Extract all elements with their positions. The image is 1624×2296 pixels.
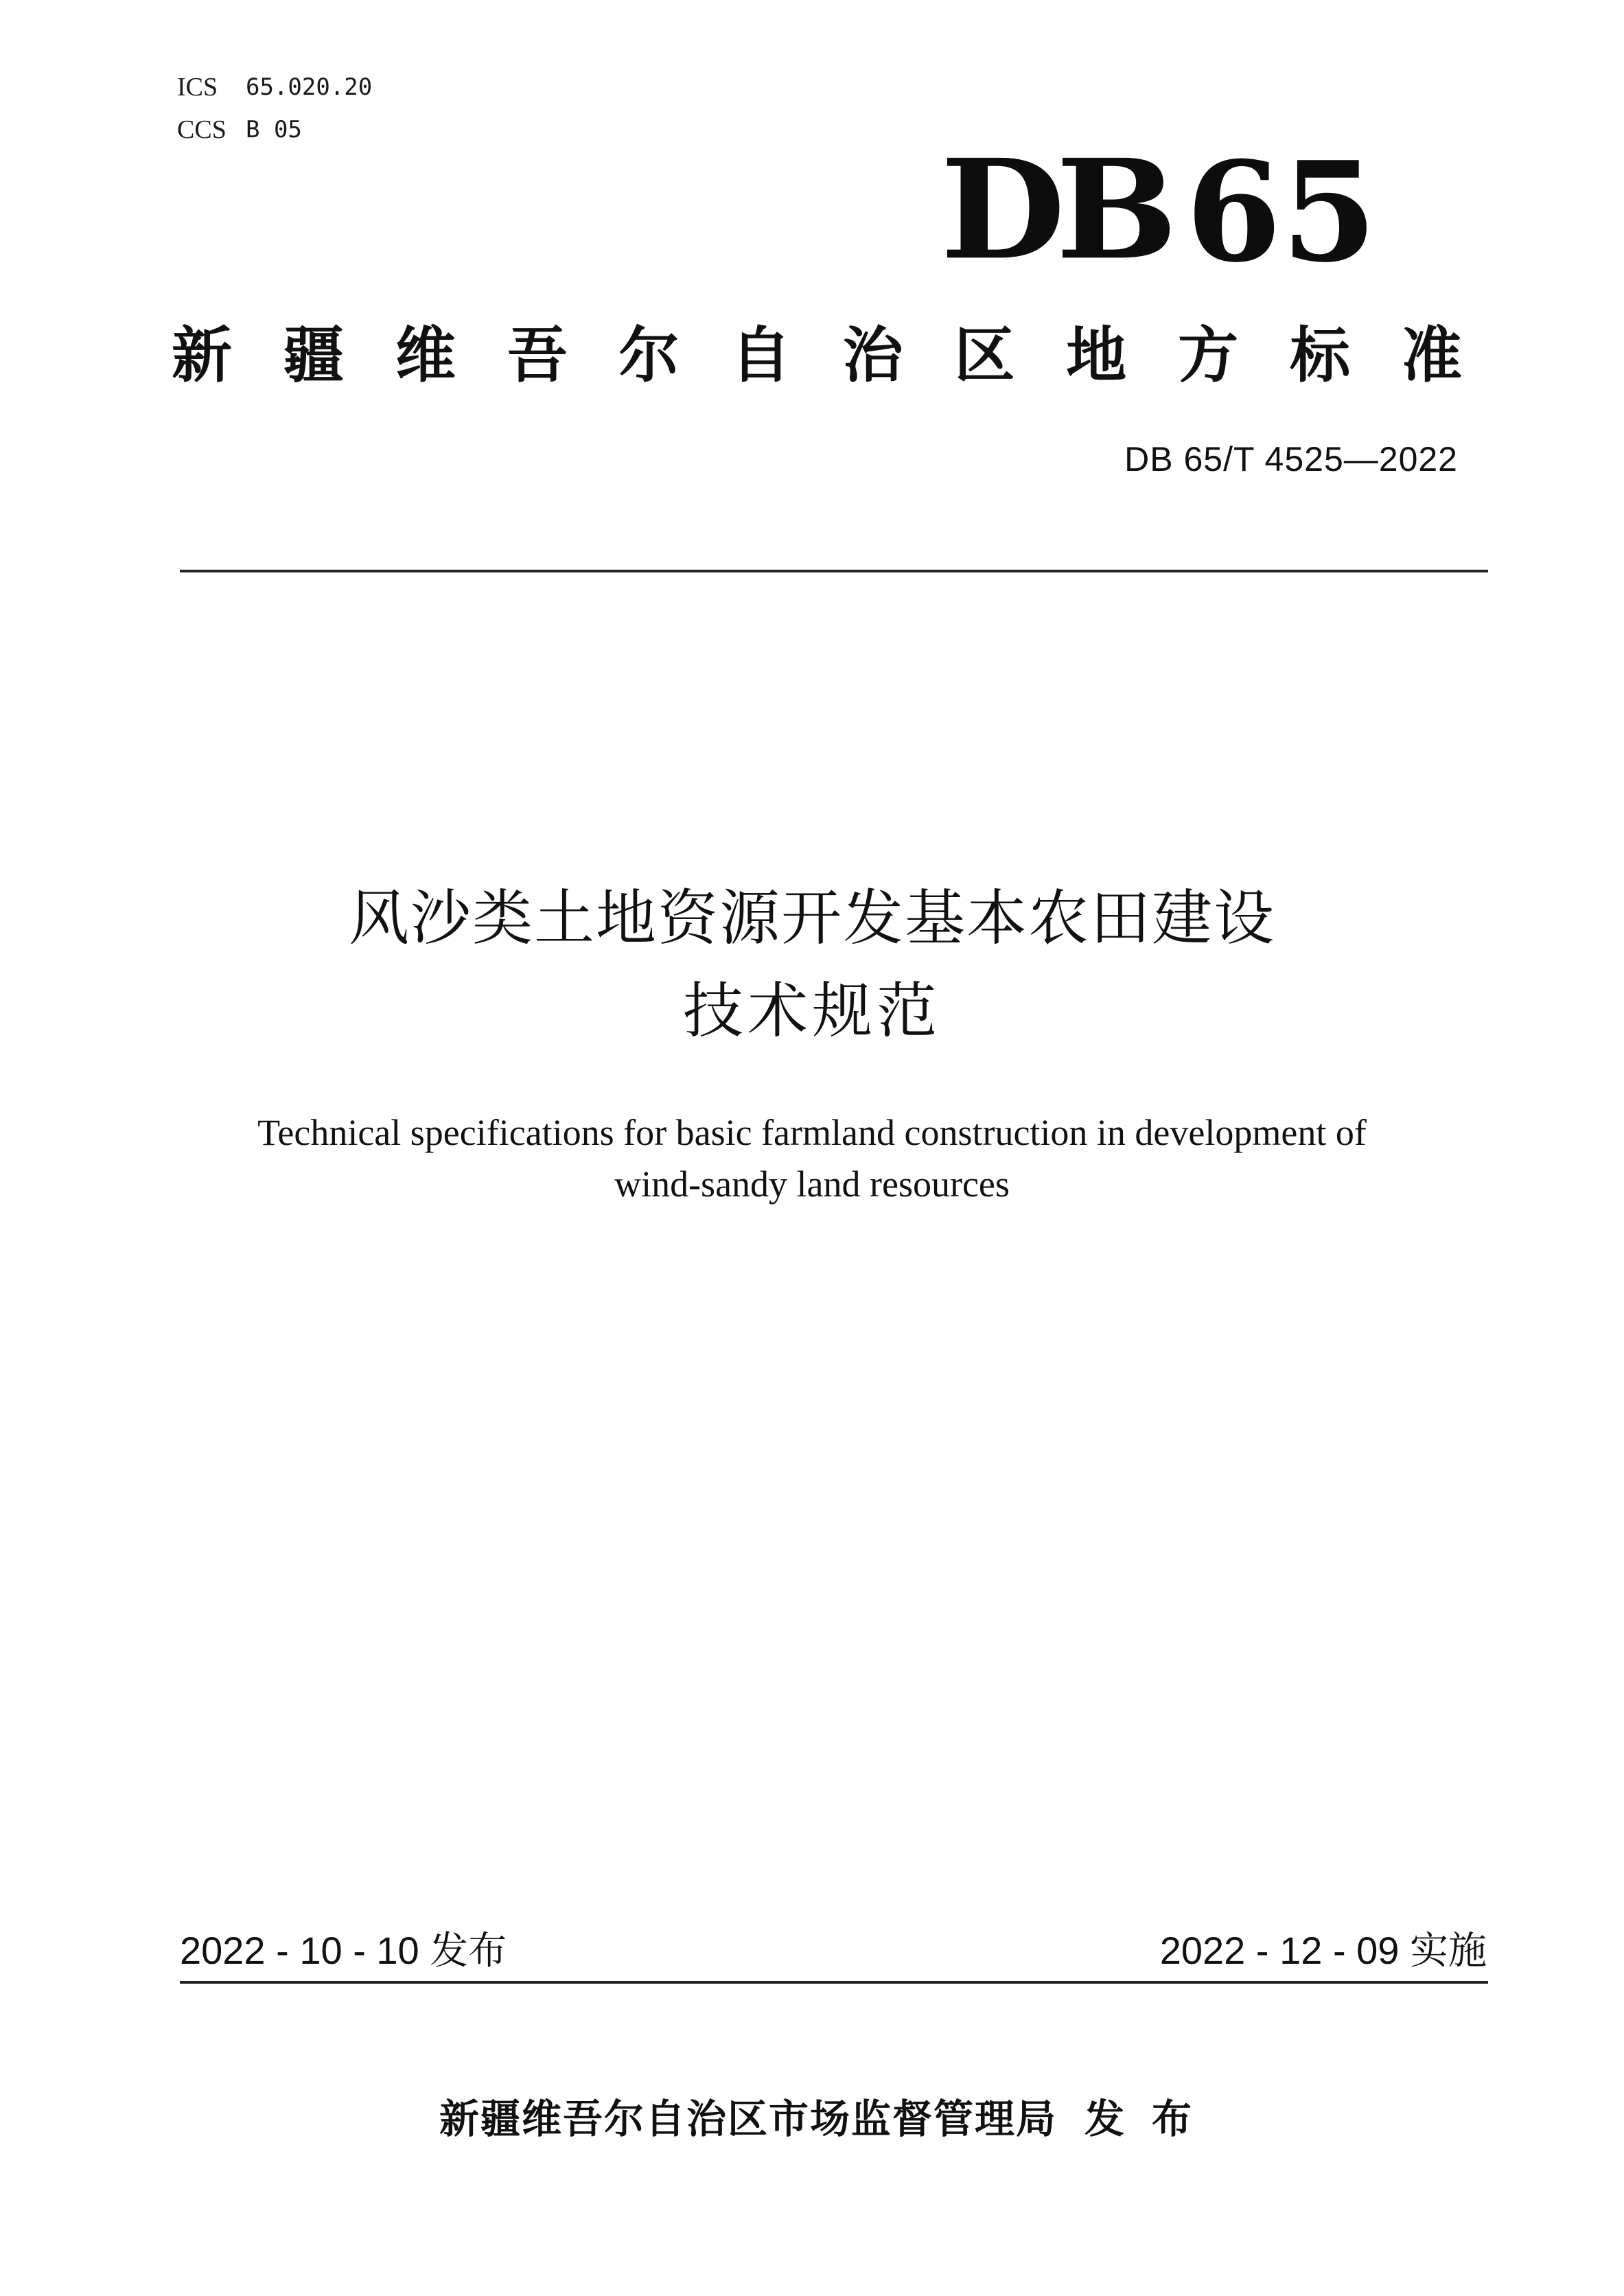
ccs-label: CCS bbox=[177, 115, 227, 144]
logo-number: 65 bbox=[1185, 132, 1377, 293]
issue-action: 发布 bbox=[1084, 2096, 1220, 2142]
ccs-code: B 05 bbox=[246, 116, 302, 143]
top-divider bbox=[180, 570, 1488, 572]
ics-code: 65.020.20 bbox=[246, 73, 373, 101]
issue-date: 2022 - 10 - 10 发布 bbox=[180, 1929, 507, 1972]
header-char: 疆 bbox=[283, 320, 344, 391]
standard-number: DB 65/T 4525—2022 bbox=[1124, 440, 1458, 478]
english-title-line-1: Technical specifications for basic farmland construction in development of bbox=[257, 1112, 1367, 1153]
header-char: 治 bbox=[842, 320, 903, 391]
standard-category-title bbox=[172, 308, 1462, 394]
issuing-authority: 新疆维吾尔自治区市场监督管理局 bbox=[439, 2096, 1058, 2142]
header-char: 新 bbox=[172, 320, 233, 391]
ics-label: ICS bbox=[177, 73, 218, 102]
header-char: 准 bbox=[1401, 320, 1462, 391]
chinese-title-line-1: 风沙类土地资源开发基本农田建设 bbox=[348, 883, 1275, 953]
header-char: 方 bbox=[1178, 320, 1239, 391]
header-char: 维 bbox=[395, 320, 456, 391]
implementation-date: 2022 - 12 - 09 实施 bbox=[1159, 1929, 1487, 1972]
chinese-title-line-2: 技术规范 bbox=[682, 975, 941, 1046]
bottom-divider bbox=[180, 1981, 1488, 1984]
english-title-line-2: wind-sandy land resources bbox=[614, 1163, 1010, 1205]
header-char: 尔 bbox=[618, 320, 680, 391]
header-char: 吾 bbox=[507, 320, 568, 391]
header-char: 标 bbox=[1290, 320, 1351, 391]
header-char: 地 bbox=[1066, 320, 1127, 391]
logo-prefix: DB bbox=[940, 129, 1168, 290]
header-char: 区 bbox=[954, 320, 1015, 391]
db65-logo bbox=[940, 129, 1377, 293]
header-char: 自 bbox=[730, 320, 791, 391]
